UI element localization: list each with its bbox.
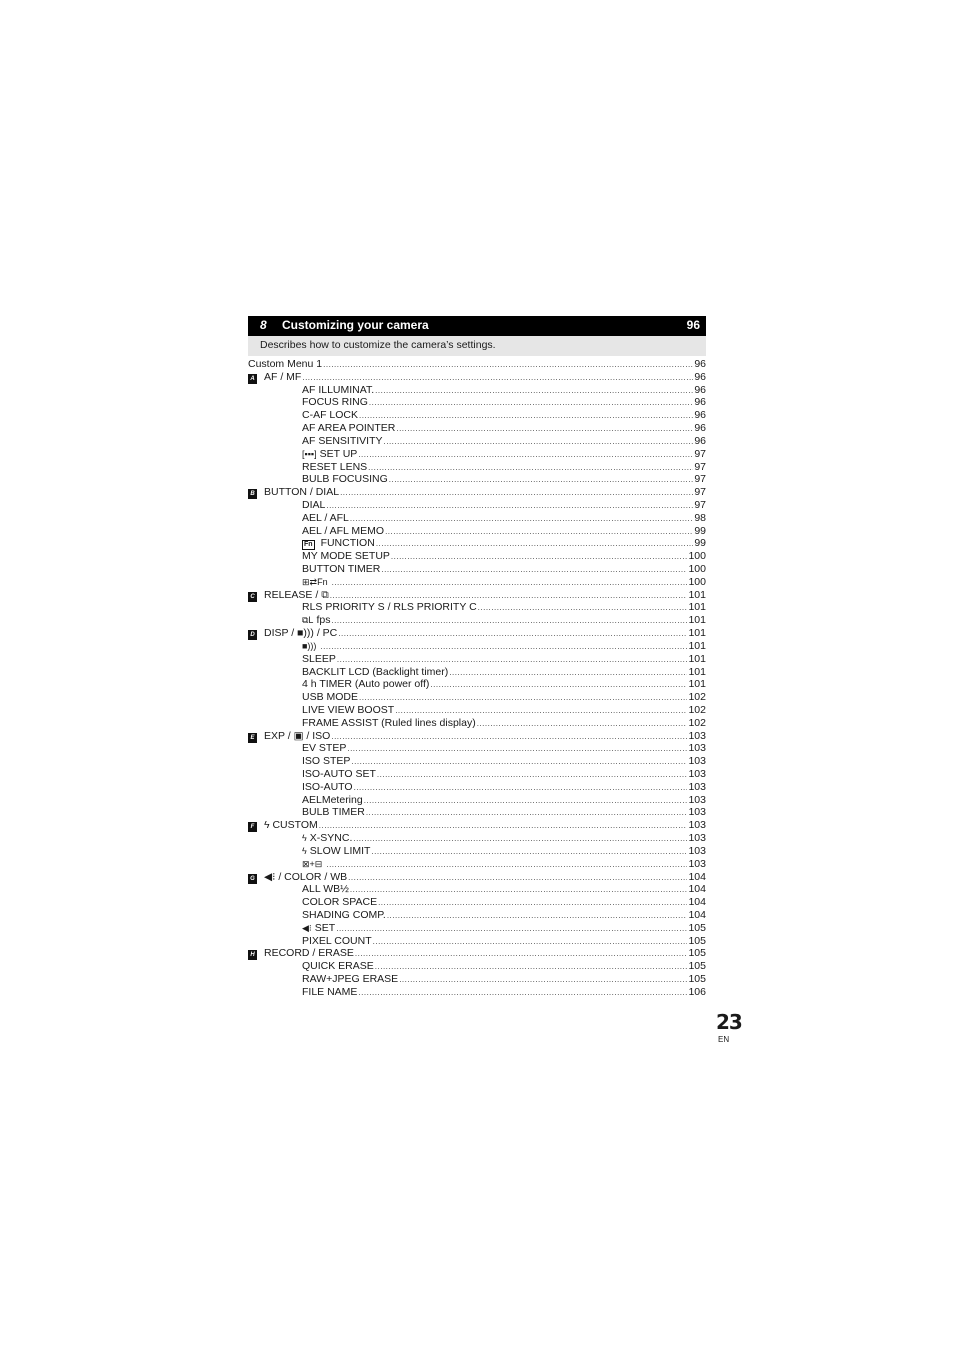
toc-entry[interactable] — [248, 717, 706, 730]
toc-entry-label: EV STEP — [302, 742, 347, 755]
dot-leader — [338, 628, 687, 641]
toc-entry[interactable] — [248, 640, 706, 653]
toc-entry[interactable] — [248, 742, 706, 755]
dot-leader — [376, 538, 694, 551]
toc-entry[interactable] — [248, 512, 706, 525]
toc-entry[interactable] — [248, 563, 706, 576]
dot-leader — [351, 756, 687, 769]
toc-entry[interactable] — [248, 704, 706, 717]
dot-leader — [369, 397, 693, 410]
dot-leader — [384, 436, 694, 449]
dot-leader — [359, 410, 693, 423]
toc-entry-page: 96 — [694, 434, 706, 447]
toc-entry[interactable] — [248, 794, 706, 807]
dot-leader — [348, 872, 687, 885]
toc-entry-page: 97 — [694, 473, 706, 486]
toc-entry-page: 96 — [694, 358, 706, 370]
toc-entry[interactable] — [248, 499, 706, 512]
toc-entry[interactable] — [248, 832, 706, 845]
custom-menu-tab-b-icon: B — [248, 489, 261, 499]
toc-entry-label: ALL WB½ — [302, 883, 349, 896]
chapter-number: 8 — [260, 318, 267, 332]
chapter-header — [248, 316, 706, 336]
chapter-title: Customizing your camera — [282, 318, 429, 332]
dot-leader — [371, 846, 687, 859]
toc-entry[interactable] — [248, 358, 706, 371]
toc-entry-page: 98 — [694, 511, 706, 524]
toc-entry-page: 101 — [688, 614, 706, 627]
dot-leader — [359, 692, 687, 705]
toc-entry[interactable] — [248, 409, 706, 422]
toc-entry[interactable] — [248, 473, 706, 486]
toc-entry[interactable] — [248, 614, 706, 627]
toc-entry-page: 101 — [688, 678, 706, 691]
toc-entry-label: EXP / ▣ / ISO — [264, 729, 331, 742]
toc-entry-label: DISP / ■))) / PC — [264, 627, 338, 640]
dot-leader — [320, 641, 687, 654]
toc-entry-label: FRAME ASSIST (Ruled lines display) — [302, 716, 476, 729]
toc-entry[interactable] — [248, 781, 706, 794]
toc-entry[interactable] — [248, 896, 706, 909]
toc-entry-label: BULB TIMER — [302, 806, 365, 819]
toc-entry-label: RAW+JPEG ERASE — [302, 973, 399, 985]
dot-leader — [389, 474, 694, 487]
custom-menu-tab-h-icon: H — [248, 950, 261, 960]
toc-entry-page: 97 — [694, 447, 706, 460]
dot-leader — [373, 936, 688, 949]
toc-entry-page: 97 — [694, 486, 706, 499]
toc-entry-page: 105 — [688, 973, 706, 985]
custom-menu-tab-a-icon: A — [248, 374, 261, 384]
toc-entry[interactable] — [248, 960, 706, 973]
toc-entry-page: 103 — [688, 857, 706, 870]
dot-leader — [364, 795, 688, 808]
toc-entry-page: 104 — [688, 896, 706, 909]
toc-entry[interactable] — [248, 422, 706, 435]
table-of-contents — [248, 358, 706, 999]
toc-entry[interactable] — [248, 666, 706, 679]
dot-leader — [387, 910, 688, 923]
toc-entry-label: RELEASE / ⧉ — [264, 588, 329, 601]
dot-leader — [391, 551, 688, 564]
toc-entry-label: SET UP — [319, 447, 358, 460]
dot-leader — [323, 359, 693, 372]
dot-leader — [326, 859, 687, 872]
toc-entry-label: AF SENSITIVITY — [302, 434, 383, 447]
flash-icon: ϟ — [302, 833, 307, 844]
toc-entry[interactable] — [248, 435, 706, 448]
chapter-description-text: Describes how to customize the camera’s settings. — [260, 339, 496, 351]
toc-entry-page: 99 — [694, 524, 706, 537]
toc-entry-label: DIAL — [302, 498, 326, 511]
custom-menu-tab-g-icon: G — [248, 874, 261, 884]
toc-entry[interactable] — [248, 871, 706, 884]
dot-leader — [358, 449, 693, 462]
button-swap-icon: ⊞⇄Fn — [302, 576, 328, 587]
toc-entry-page: 101 — [688, 627, 706, 640]
dot-leader — [430, 679, 687, 692]
dot-leader — [332, 577, 688, 590]
toc-entry-label: MY MODE SETUP — [302, 550, 390, 563]
page-number: 23 — [716, 1010, 742, 1034]
toc-entry-page: 96 — [694, 370, 706, 383]
toc-entry-label: RESET LENS — [302, 460, 368, 473]
toc-entry-page: 103 — [688, 832, 706, 845]
toc-entry[interactable] — [248, 448, 706, 461]
toc-entry[interactable] — [248, 947, 706, 960]
dot-leader — [336, 923, 687, 936]
flash-icon: ϟ — [302, 845, 307, 856]
toc-entry-label: C-AF LOCK — [302, 409, 359, 422]
dot-leader — [331, 615, 687, 628]
toc-entry[interactable] — [248, 909, 706, 922]
toc-entry-label: QUICK ERASE — [302, 960, 374, 973]
toc-entry[interactable] — [248, 550, 706, 563]
toc-entry-page: 102 — [688, 716, 706, 729]
toc-entry[interactable] — [248, 601, 706, 614]
toc-entry[interactable] — [248, 768, 706, 781]
toc-entry[interactable] — [248, 678, 706, 691]
toc-entry-label: fps — [316, 614, 331, 627]
dot-leader — [375, 961, 688, 974]
dot-leader — [340, 487, 693, 500]
toc-entry[interactable] — [248, 806, 706, 819]
dot-leader — [385, 526, 693, 539]
dot-leader — [478, 602, 688, 615]
toc-entry-page: 101 — [688, 588, 706, 601]
toc-entry-label: AF AREA POINTER — [302, 422, 396, 435]
toc-entry-label: AEL / AFL MEMO — [302, 524, 385, 537]
custom-menu-tab-c-icon: C — [248, 592, 261, 602]
toc-entry[interactable] — [248, 486, 706, 499]
toc-entry-label: ISO-AUTO — [302, 780, 353, 793]
toc-entry-label: SLOW LIMIT — [309, 844, 371, 857]
toc-entry-page: 103 — [688, 742, 706, 755]
dot-leader — [377, 769, 688, 782]
af-target-icon: [▪▪▪] — [302, 448, 317, 459]
image-quality-icon: ◀⁝ — [302, 922, 312, 933]
dot-leader — [354, 782, 688, 795]
dot-leader — [449, 667, 687, 680]
dot-leader — [319, 820, 688, 833]
toc-entry[interactable] — [248, 461, 706, 474]
toc-entry-page: 96 — [694, 383, 706, 396]
toc-entry-label: BUTTON / DIAL — [264, 486, 340, 499]
toc-entry-label: SHADING COMP. — [302, 908, 386, 921]
custom-menu-tab-d-icon: D — [248, 630, 261, 640]
toc-entry-page: 101 — [688, 639, 706, 652]
dot-leader — [366, 807, 688, 820]
toc-entry-page: 103 — [688, 755, 706, 768]
toc-entry-label: ϟ CUSTOM — [264, 819, 318, 832]
toc-entry-label: LIVE VIEW BOOST — [302, 703, 395, 716]
dot-leader — [350, 513, 693, 526]
dot-leader — [375, 385, 693, 398]
toc-entry[interactable] — [248, 371, 706, 384]
dot-leader — [326, 500, 693, 513]
dot-leader — [331, 731, 687, 744]
custom-menu-tab-f-icon: F — [248, 822, 261, 832]
toc-entry-label: COLOR SPACE — [302, 896, 378, 909]
toc-entry-page: 103 — [688, 793, 706, 806]
toc-entry-page: 104 — [688, 870, 706, 883]
toc-entry-label: FILE NAME — [302, 985, 358, 998]
dot-leader — [368, 462, 693, 475]
toc-entry-label: BUTTON TIMER — [302, 563, 381, 575]
page-language: EN — [718, 1035, 730, 1044]
toc-entry-label: ◀⁝ / COLOR / WB — [264, 870, 348, 883]
toc-entry[interactable] — [248, 730, 706, 743]
toc-entry-page: 104 — [688, 908, 706, 921]
toc-entry-page: 100 — [688, 563, 706, 575]
toc-entry-page: 105 — [688, 921, 706, 934]
beep-icon: ■))) — [302, 640, 317, 651]
toc-entry-page: 96 — [694, 422, 706, 435]
toc-entry[interactable] — [248, 525, 706, 538]
toc-entry-label: RLS PRIORITY S / RLS PRIORITY C — [302, 601, 477, 614]
toc-entry-label: FOCUS RING — [302, 396, 368, 409]
toc-entry[interactable] — [248, 653, 706, 666]
toc-entry-page: 103 — [688, 844, 706, 857]
toc-entry-label: BACKLIT LCD (Backlight timer) — [302, 665, 449, 678]
dot-leader — [353, 833, 687, 846]
toc-entry-label: AF ILLUMINAT. — [302, 383, 375, 396]
dot-leader — [399, 974, 687, 987]
toc-entry[interactable] — [248, 845, 706, 858]
toc-entry-page: 103 — [688, 729, 706, 742]
custom-menu-tab-e-icon: E — [248, 733, 261, 743]
dot-leader — [347, 743, 687, 756]
toc-entry-label: ISO STEP — [302, 755, 351, 768]
toc-entry-page: 105 — [688, 960, 706, 973]
toc-entry-page: 104 — [688, 883, 706, 896]
toc-entry-page: 102 — [688, 691, 706, 704]
toc-entry-label: AF / MF — [264, 370, 302, 383]
toc-entry[interactable] — [248, 537, 706, 550]
toc-entry[interactable] — [248, 576, 706, 589]
toc-entry-label: ISO-AUTO SET — [302, 768, 376, 780]
dot-leader — [381, 564, 687, 577]
toc-entry[interactable] — [248, 755, 706, 768]
toc-entry[interactable] — [248, 589, 706, 602]
dot-leader — [477, 718, 688, 731]
toc-entry-page: 100 — [688, 550, 706, 563]
toc-entry[interactable] — [248, 973, 706, 986]
toc-entry-page: 97 — [694, 460, 706, 473]
dot-leader — [355, 948, 688, 961]
toc-entry-page: 100 — [688, 575, 706, 588]
toc-entry[interactable] — [248, 627, 706, 640]
fn-button-icon: Fn — [304, 541, 313, 549]
toc-entry-label: 4 h TIMER (Auto power off) — [302, 678, 430, 691]
toc-entry[interactable] — [248, 396, 706, 409]
toc-entry[interactable] — [248, 858, 706, 871]
toc-entry-label: PIXEL COUNT — [302, 934, 372, 947]
flash-exposure-comp-icon: ⊠+⊟ — [302, 858, 323, 869]
toc-entry-page: 103 — [688, 806, 706, 819]
toc-entry[interactable] — [248, 922, 706, 935]
toc-entry-label: Custom Menu 1 — [248, 358, 323, 370]
toc-entry-label: BULB FOCUSING — [302, 473, 388, 486]
toc-entry[interactable] — [248, 384, 706, 397]
toc-entry-label: AELMetering — [302, 793, 363, 806]
toc-entry-page: 103 — [688, 780, 706, 793]
toc-entry-page: 101 — [688, 665, 706, 678]
toc-entry-page: 101 — [688, 652, 706, 665]
toc-entry-page: 105 — [688, 934, 706, 947]
toc-entry-label: RECORD / ERASE — [264, 947, 354, 960]
toc-entry-page: 96 — [694, 409, 706, 422]
sequential-low-icon: ⧉L — [302, 615, 314, 626]
toc-entry[interactable] — [248, 691, 706, 704]
toc-entry[interactable] — [248, 883, 706, 896]
dot-leader — [396, 423, 693, 436]
toc-entry-page: 103 — [688, 819, 706, 832]
toc-entry-page: 106 — [688, 985, 706, 998]
chapter-description — [248, 336, 706, 356]
toc-entry-label: AEL / AFL — [302, 511, 349, 524]
toc-entry-page: 101 — [688, 601, 706, 614]
toc-entry-page: 103 — [688, 768, 706, 780]
dot-leader — [358, 987, 687, 1000]
toc-entry-label: SLEEP — [302, 652, 336, 665]
toc-entry[interactable] — [248, 986, 706, 999]
toc-entry-page: 99 — [694, 537, 706, 550]
toc-entry-label: SET — [314, 921, 336, 934]
toc-entry-label: X-SYNC. — [309, 832, 353, 845]
toc-entry-page: 97 — [694, 498, 706, 511]
toc-entry-page: 105 — [688, 947, 706, 960]
toc-entry[interactable] — [248, 935, 706, 948]
dot-leader — [350, 884, 688, 897]
dot-leader — [378, 897, 687, 910]
toc-entry-label: USB MODE — [302, 691, 359, 704]
toc-entry[interactable] — [248, 819, 706, 832]
toc-entry-page: 96 — [694, 396, 706, 409]
chapter-page: 96 — [686, 318, 700, 332]
toc-entry-label: FUNCTION — [320, 537, 375, 550]
toc-entry-page: 102 — [688, 703, 706, 716]
